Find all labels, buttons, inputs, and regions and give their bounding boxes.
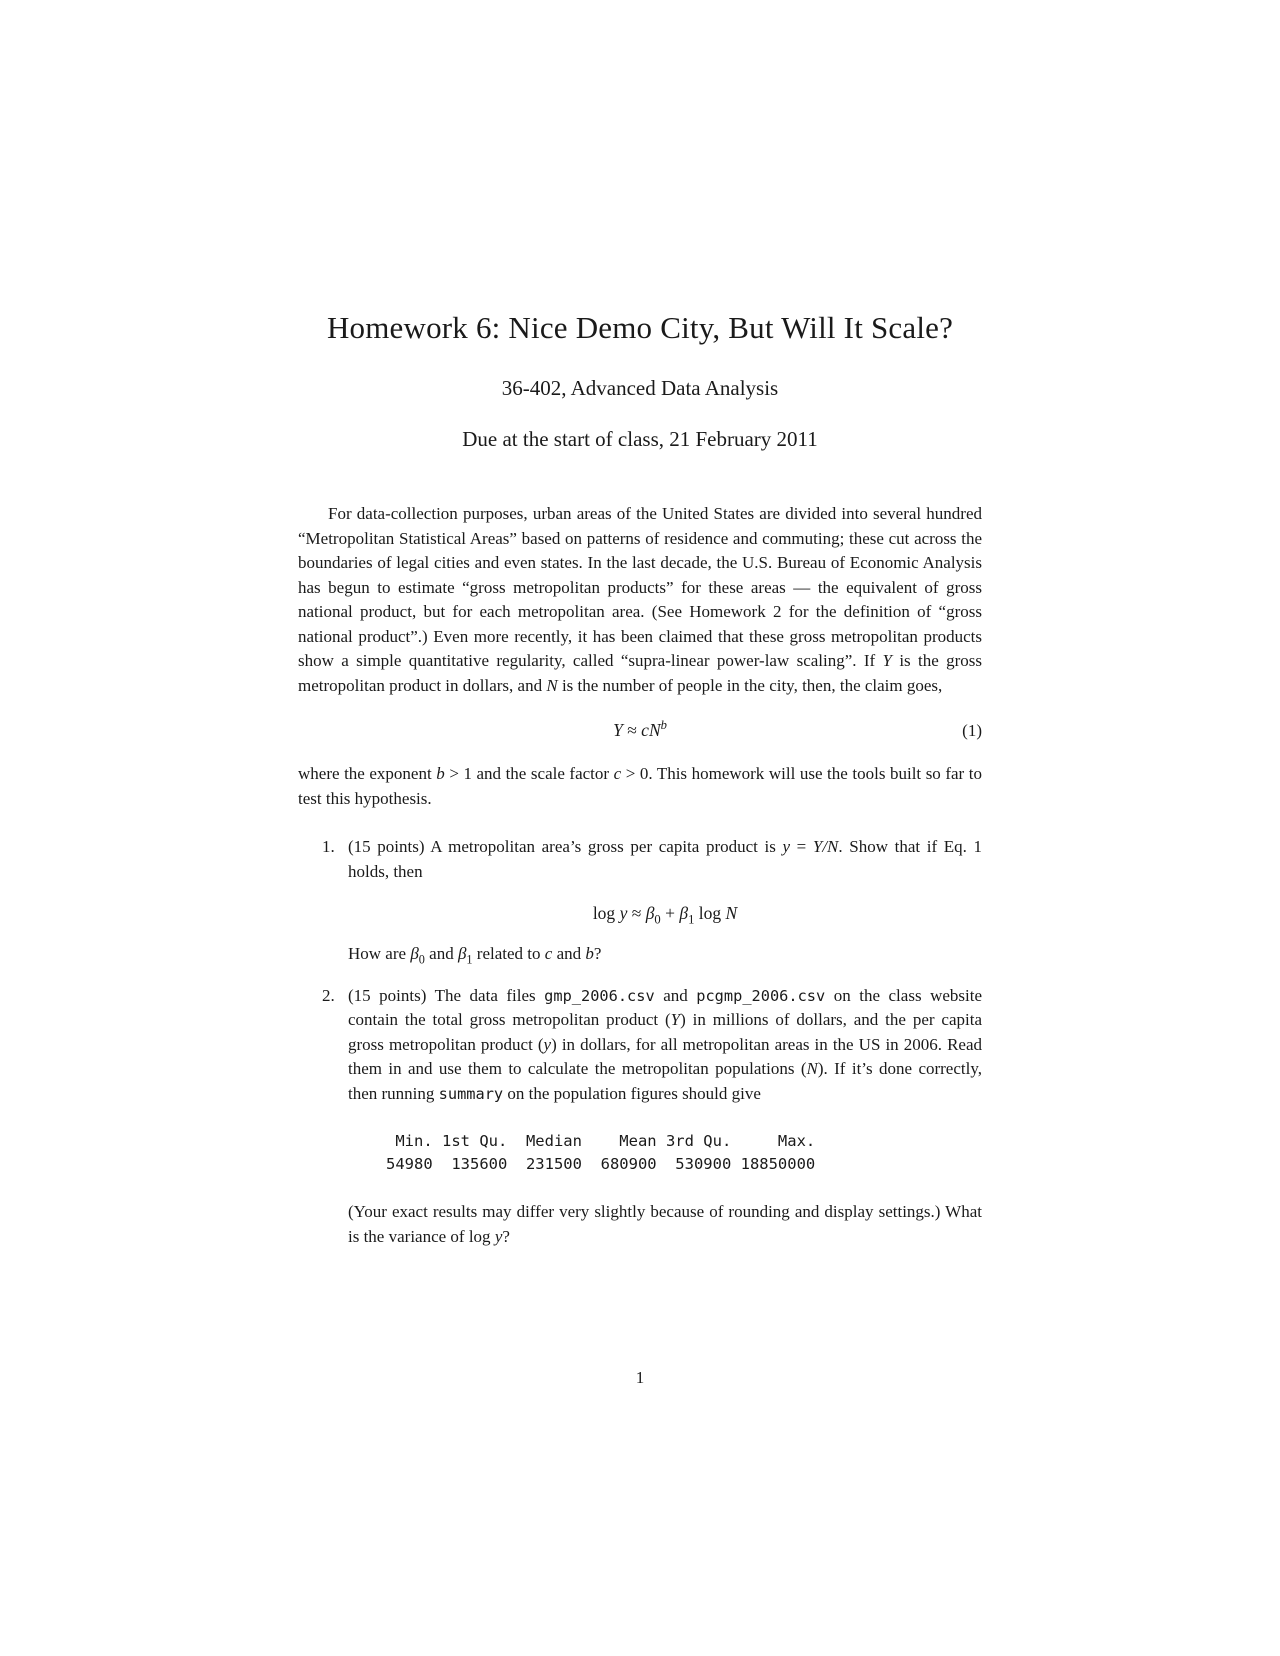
display-equation-1 — [298, 718, 982, 742]
problem-1-followup: How are $\beta_0$ and $\beta_1$ related to c and b? — [348, 944, 602, 967]
intro-paragraph: For data-collection purposes, urban areas of the United States are divided into several hundred “Metropolitan Statistical Areas” based on patterns of residence and commuting; these cut across the boundaries of legal cities and even states. In the last decade, the U.S. Bureau of Economic Analysis has begun to estimate “gross metropolitan products” for these areas — the equivalent of gross national product, but for each metropolitan area. (See Homework 2 for the definition of “gross national product”.) Even more recently, it has been claimed that these gross metropolitan products show a simple quantitative regularity, called “supra-linear power-law scaling”. If Y is the gross metropolitan product in dollars, and N is the number of people in the city, then, the claim goes, — [298, 504, 983, 695]
equation-1-number: (1) — [962, 721, 982, 740]
document-content — [298, 0, 982, 1249]
problem-1-body: (15 points) A metropolitan area’s gross per capita product is y = Y/N. Show that if Eq. 1 holds, then — [348, 837, 982, 881]
problem-2-followup: (Your exact results may differ very slightly because of rounding and display settings.) What is the variance of log y? — [348, 1202, 982, 1246]
summary-output-header: Min. 1st Qu. Median Mean 3rd Qu. Max. — [386, 1132, 816, 1150]
problem-item-2 — [298, 984, 982, 1250]
equation-1-formula: $Y \approx cN^b$ — [613, 718, 667, 740]
course-line: 36-402, Advanced Data Analysis — [501, 376, 779, 400]
after-equation-paragraph: where the exponent b > 1 and the scale factor c > 0. This homework will use the tools built so far to test this hypothesis. — [298, 764, 982, 808]
summary-output-block — [386, 1130, 982, 1176]
problem-item-1 — [298, 835, 982, 967]
page-number: 1 — [635, 1368, 645, 1387]
problem-1-equation: $\log y \approx \beta_0 + \beta_1$ log N — [592, 903, 738, 927]
problem-2-body: (15 points) The data files gmp_2006.csv and pcgmp_2006.csv on the class website contain the total gross metropolitan product (Y) in millions of dollars, and the per capita gross metropolitan product (y) in dollars, for all metropolitan areas in the US in 2006. Read them in and use them to calculate the metropolitan populations (N). If it’s done correctly, then running summary on the population figures should give — [348, 985, 983, 1103]
due-date-line: Due at the start of class, 21 February 2011 — [462, 427, 818, 451]
problem-1-number: 1. — [322, 837, 335, 856]
summary-output-values: 54980 135600 231500 680900 530900 18850000 — [386, 1155, 816, 1173]
document-title: Homework 6: Nice Demo City, But Will It Scale? — [326, 310, 954, 345]
problem-2-number: 2. — [322, 985, 335, 1005]
problem-list — [298, 835, 982, 1249]
